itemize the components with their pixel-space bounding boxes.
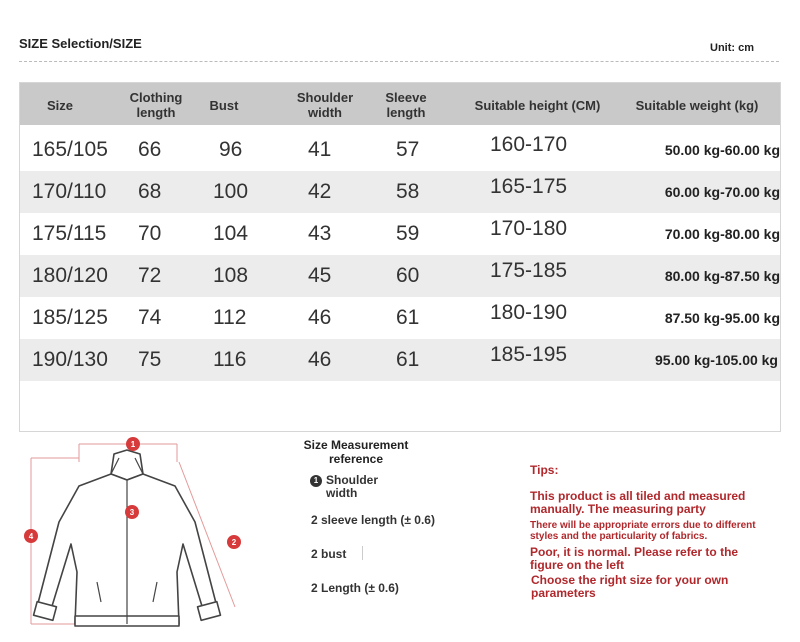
cell-weight: 50.00 kg-60.00 kg — [664, 142, 780, 158]
table-header — [20, 83, 780, 125]
tips-line-2: There will be appropriate errors due to different styles and the particularity of fabrics. — [530, 520, 756, 542]
tips-line-4: Choose the right size for your own parameters — [531, 573, 729, 600]
cell-sleeve: 61 — [396, 348, 420, 371]
number-1-icon: 1 — [310, 475, 322, 487]
reference-item-bust: 2 bust — [311, 547, 347, 561]
marker-1 — [126, 437, 140, 451]
cell-bust: 104 — [213, 222, 249, 245]
cell-weight: 95.00 kg-105.00 kg — [655, 352, 778, 368]
cell-weight: 70.00 kg-80.00 kg — [664, 226, 780, 242]
table-row — [20, 129, 780, 171]
table-row — [20, 297, 780, 339]
marker-2 — [227, 535, 241, 549]
jacket-diagram — [19, 432, 279, 642]
cell-size: 190/130 — [32, 348, 108, 371]
svg-text:1: 1 — [130, 440, 136, 449]
cell-size: 165/105 — [32, 138, 108, 161]
cell-bust: 112 — [213, 306, 247, 329]
cell-height: 185-195 — [490, 343, 568, 366]
cell-bust: 116 — [213, 348, 247, 371]
cell-shoulder: 41 — [308, 138, 332, 161]
page-title: SIZE Selection/SIZE — [19, 36, 142, 51]
col-clothing-length: Clothing length — [129, 90, 183, 120]
cell-length: 66 — [138, 138, 162, 161]
separator — [362, 546, 363, 560]
tips-line-3: Poor, it is normal. Please refer to the figure on the left — [530, 545, 739, 572]
col-shoulder-width: Shoulder width — [296, 90, 354, 120]
cell-size: 175/115 — [32, 222, 107, 245]
col-weight: Suitable weight (kg) — [635, 98, 759, 113]
table-row — [20, 213, 780, 255]
marker-3 — [125, 505, 139, 519]
cell-height: 170-180 — [490, 217, 568, 240]
cell-height: 165-175 — [490, 175, 568, 198]
reference-title: Size Measurement reference — [303, 438, 409, 466]
unit-label: Unit: cm — [710, 42, 754, 54]
cell-weight: 80.00 kg-87.50 kg — [664, 268, 780, 284]
cell-height: 160-170 — [490, 133, 568, 156]
svg-text:4: 4 — [28, 532, 34, 541]
table-row — [20, 339, 780, 381]
cell-length: 75 — [138, 348, 162, 371]
cell-size: 170/110 — [32, 180, 107, 203]
cell-height: 180-190 — [490, 301, 568, 324]
cell-shoulder: 42 — [308, 180, 332, 203]
cell-length: 70 — [138, 222, 162, 245]
cell-weight: 87.50 kg-95.00 kg — [664, 310, 780, 326]
size-table — [19, 82, 781, 432]
cell-length: 68 — [138, 180, 162, 203]
cell-bust: 108 — [213, 264, 249, 287]
cell-sleeve: 60 — [396, 264, 420, 287]
svg-text:3: 3 — [129, 508, 135, 517]
cell-sleeve: 57 — [396, 138, 420, 161]
col-height: Suitable height (CM) — [474, 98, 601, 113]
cell-size: 180/120 — [32, 264, 108, 287]
cell-sleeve: 61 — [396, 306, 420, 329]
cell-height: 175-185 — [490, 259, 568, 282]
col-size: Size — [46, 98, 73, 113]
table-row — [20, 171, 780, 213]
cell-shoulder: 46 — [308, 348, 332, 371]
cell-bust: 96 — [219, 138, 243, 161]
reference-item-sleeve: 2 sleeve length (± 0.6) — [311, 513, 435, 527]
table-row — [20, 255, 780, 297]
divider — [19, 61, 779, 62]
cell-weight: 60.00 kg-70.00 kg — [664, 184, 780, 200]
marker-4 — [24, 529, 38, 543]
cell-sleeve: 59 — [396, 222, 420, 245]
reference-item-shoulder: 1 Shoulder width — [310, 474, 396, 500]
tips-title: Tips: — [530, 463, 559, 477]
col-sleeve-length: Sleeve length — [385, 90, 427, 120]
cell-sleeve: 58 — [396, 180, 420, 203]
reference-item-length: 2 Length (± 0.6) — [311, 581, 399, 595]
cell-length: 74 — [138, 306, 162, 329]
cell-shoulder: 45 — [308, 264, 332, 287]
col-bust: Bust — [209, 98, 239, 113]
tips-line-1: This product is all tiled and measured manually. The measuring party — [530, 489, 746, 516]
cell-shoulder: 43 — [308, 222, 332, 245]
cell-size: 185/125 — [32, 306, 108, 329]
svg-text:2: 2 — [231, 538, 237, 547]
cell-length: 72 — [138, 264, 162, 287]
cell-shoulder: 46 — [308, 306, 332, 329]
cell-bust: 100 — [213, 180, 249, 203]
